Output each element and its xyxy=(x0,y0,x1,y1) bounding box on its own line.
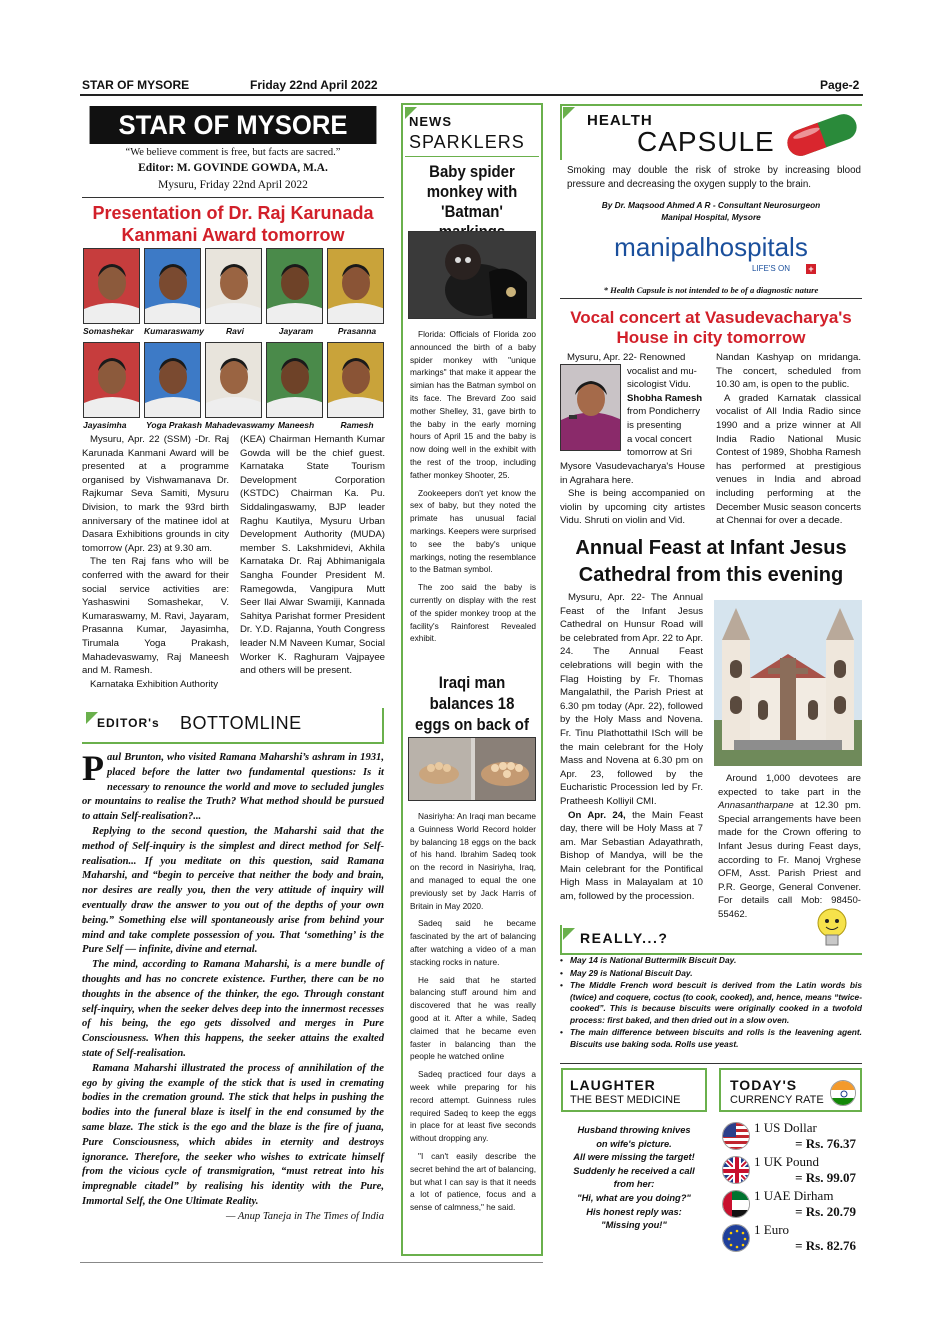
award-text-right xyxy=(240,433,385,678)
uk-flag-icon xyxy=(722,1156,750,1184)
concert-text-left xyxy=(560,460,705,528)
spider-monkey-photo xyxy=(408,231,536,319)
news-story-2 xyxy=(410,810,536,1220)
editorial-paragraph: The mind, according to Ramana Maharshi, is a mere bundle of thoughts and has no concrete existence. Further, there can be no thoughts in the absence of the thinker, the ego. Through constant self-inquiry, when the seeker delves deep into the innermost recesses of his being, the ego gets dissolved and merges in Pure Consciousness. When this happens, the seeker attains the exalted state of Self-realisation. xyxy=(82,959,384,1059)
joke-line: on wife's picture. xyxy=(596,1138,672,1149)
awardee-photo xyxy=(83,248,140,324)
currency-label-b: CURRENCY RATE xyxy=(730,1094,824,1106)
feast-text: at 12.30 pm. Special arrangements have been made for the Crown offering to Infant Jesus during Feast days, according to Fr. Manoj Vrghese OFM, Asst. Parish Priest and P.R. George, General Convener. For details call Mob: 98450-55462. xyxy=(718,800,861,920)
award-headline xyxy=(80,202,386,246)
awardee-name: Ravi xyxy=(226,326,244,336)
awardee-photo xyxy=(144,248,201,324)
award-paragraph: The ten Raj fans who will be conferred with the award for their social service activities are: Yashaswini Somashekar, V. Kumaraswamy, M. Ravi, Jayaram, Prasanna Kumar, Jayasimha, Tirumala Yoga Prakash, Mahadevaswamy, Raj Maneesh and M. Ramesh. xyxy=(82,556,229,677)
feast-term: Annasantharpane xyxy=(718,800,794,812)
awardee-name: Jayaram xyxy=(278,326,314,336)
joke-line: All were missing the target! xyxy=(573,1152,695,1163)
feast-text-right xyxy=(718,772,861,922)
feast-paragraph: Mysuru, Apr. 22- The Annual Feast of the Infant Jesus Cathedral on Hunsur Road will be celebrated from Apr. 22 to Apr. 24. The Annual Feast celebrations will begin with the Flag Hoisting by Fr. Thomas Mangalathil, the Parish Priest at 6.30 pm today (Apr. 22), followed by the Holy Mass and Novena. Fr. Tinu Plathottathil ISch will be the main celebrant for the Holy Mass and Novena at 6.30 pm on Apr. 23, followed by the Eucharistic Procession led by Fr. Pratheesh Kolliyil CMI. xyxy=(560,592,703,807)
award-headline-line1: Presentation of Dr. Raj Karunada xyxy=(92,203,374,223)
awardee-photo xyxy=(266,248,323,324)
really-item: • The Middle French word bescuit is derived from the Latin words bis (twice) and coquere, coctus (to cook, cooked), and, hence, means “twice-cooked”. This is because biscuits were originally cooked in a twofold process: first baked, and then dried out in a slow oven. xyxy=(560,980,862,1025)
editorial-paragraph: Replying to the second question, the Maharshi said that the method of Self-inquiry is the simplest and direct method for Self-realisation... If you meditate on this question, said Ramana Maharshi, and “begin to perceive that neither the body and brain, nor desires are really you, then the very attitude of inquiry will eventually draw the answer to you out of the depths of your own being.” Something else will spontaneously arise from behind your mind and take complete possession of you. That ‘something’ is the Pure Self — infinite, divine and eternal. xyxy=(82,825,384,956)
award-paragraph: Mysuru, Apr. 22 (SSM) -Dr. Raj Karunada Kanmani Award will be presented at a programme organised by Vishwamanava Dr. Rajkumar Seva Samiti, Mysuru Division, to mark the 93rd birth anniversary of the matinee idol at Dasara Exhibitions grounds in city tomorrow (Apr. 23) at 9.30 am. xyxy=(82,434,229,554)
masthead-logo: STAR OF MYSORE xyxy=(90,106,377,144)
awardee-name: Maneesh xyxy=(277,420,315,430)
eggs-photo xyxy=(408,737,536,801)
editorial-label: EDITOR's xyxy=(97,716,160,730)
feast-headline-1: Annual Feast at Infant Jesus xyxy=(575,537,847,559)
health-label: HEALTH xyxy=(587,112,653,129)
news-paragraph: Florida: Officials of Florida zoo announced the birth of a baby spider monkey with "unique markings" that make it appear the simian has the Batman symbol on its face. The Brevard Zoo said mother Shelley, 31, gave birth to the baby in the early morning hours of April 15 and the baby is now doing well in the exhibit with the rest of the troop, including father monkey Shooter, 25. xyxy=(410,329,536,480)
awardee-name: Yoga Prakash xyxy=(146,420,202,430)
joke xyxy=(561,1124,707,1233)
concert-line: from Pondicherry xyxy=(627,406,701,418)
uae-flag-icon xyxy=(722,1190,750,1218)
header-date: Friday 22nd April 2022 xyxy=(250,78,378,92)
news-paragraph: "I can't easily describe the secret behind the art of balancing, but what I can say is that it needs a lot of patience, focus and a sense of calmness," he said. xyxy=(410,1150,536,1213)
concert-text-right xyxy=(716,351,861,528)
joke-line: Husband throwing knives xyxy=(577,1125,691,1135)
awardee-name: Jayasimha xyxy=(83,420,127,430)
feast-paragraph xyxy=(560,809,703,904)
news-label-b: SPARKLERS xyxy=(409,132,525,152)
awardee-photo xyxy=(327,342,384,418)
joke-line: His honest reply was: xyxy=(586,1206,682,1217)
award-headline-line2: Kanmani Award tomorrow xyxy=(121,225,345,245)
editorial-paragraph: aul Brunton, who visited Ramana Maharshi’s ashram in 1931, placed before the latter two fundamental questions: Is it necessary to renounce the world and move to secluded jungles or mountains to realise the Truth? What method should be pursued to attain Self-realisation?... xyxy=(82,752,384,823)
manipal-tagline: LIFE'S ON xyxy=(752,264,790,273)
news-paragraph: Sadeq said he became fascinated by the art of balancing after watching a video of a man stacking rocks in nature. xyxy=(410,918,536,967)
awardee-photo xyxy=(327,248,384,324)
paper-name: STAR OF MYSORE xyxy=(82,78,190,92)
feast-date: On Apr. 24, xyxy=(568,809,626,821)
award-paragraph: Karnataka Exhibition Authority xyxy=(90,678,218,690)
us-flag-icon xyxy=(722,1122,750,1150)
cathedral-photo xyxy=(714,600,862,766)
awardee-name: Somashekar xyxy=(83,326,134,336)
footer-rule xyxy=(80,1262,543,1263)
concert-line: Shobha Ramesh xyxy=(627,392,703,404)
health-byline xyxy=(560,200,862,223)
health-label-b: CAPSULE xyxy=(637,126,775,157)
concert-line: a vocal concert xyxy=(627,433,692,445)
concert-intro xyxy=(567,351,705,460)
news-paragraph: The zoo said the baby is currently on display with the rest of the spider monkey troop at the facility's Rainforest Revealed exhibit. xyxy=(410,582,536,644)
news-paragraph: Sadeq practiced four days a week while preparing for his record attempt. Guinness rules required Sadeq to keep the eggs in place for at least five seconds without dropping any. xyxy=(410,1069,536,1144)
concert-headline xyxy=(556,308,866,348)
manipal-logo: manipalhospitals xyxy=(614,232,808,262)
currency-name: 1 UAE Dirham xyxy=(754,1188,834,1203)
currency-name: 1 US Dollar xyxy=(754,1120,817,1135)
really-item: • The main difference between biscuits and rolls is the leavening agent. Biscuits use baking soda. Rolls use yeast. xyxy=(560,1027,862,1049)
awardee-name: Ramesh xyxy=(340,420,374,430)
news-label: NEWS xyxy=(409,114,452,129)
feast-text: the Main Feast day, there will be Holy Mass at 7 am. Mar Sebastian Adayathrath, Bishop of Mandya, will be the Main celebrant for the Pontifical High Mass in Malayalam at 10 am, followed by the procession. xyxy=(560,809,704,903)
concert-line: vocalist and mu- xyxy=(627,365,697,377)
currency-value: = Rs. 20.79 xyxy=(795,1204,856,1219)
awardee-name: Prasanna xyxy=(337,326,377,336)
laughter-label: LAUGHTER xyxy=(570,1077,656,1093)
concert-line: is presenting xyxy=(627,419,682,431)
awardee-photo xyxy=(266,342,323,418)
joke-line: "Missing you!" xyxy=(601,1220,667,1231)
india-flag-icon xyxy=(830,1080,856,1106)
divider xyxy=(560,1063,862,1064)
editorial-body xyxy=(82,748,384,1225)
editor-line: Editor: M. GOVINDE GOWDA, M.A. xyxy=(138,162,328,174)
capsule-icon xyxy=(780,110,864,160)
laughter-label-b: THE BEST MEDICINE xyxy=(570,1094,681,1106)
joke-line: from her: xyxy=(613,1179,655,1190)
concert-paragraph: She is being accompanied on violin by upcoming city artistes Vidu. Shruti on violin and Vid. xyxy=(560,488,705,527)
news-headline-2: Iraqi man balances 18 eggs on back of xyxy=(415,673,529,734)
joke-line: Suddenly he received a call xyxy=(573,1165,695,1176)
concert-paragraph: Mysore Vasudevacharya's House in Agrahara here. xyxy=(560,461,705,486)
award-paragraph: (KEA) Chairman Hemanth Kumar Gowda will be the chief guest. Karnataka State Tourism Development Corporation (KSTDC) Chairman Ka. Pu. Siddalingaswamy, BJP leader Raghu Kautilya, Mysuru Urban Development Authority (MUDA) member S. Lakshmidevi, Akhila Karnataka Dr. Raj Abhimanigala Sangha Founder President M. Ramegowda, Vangipura Mutt Seer Ilai Alwar Swamiji, Kannada Sahitya Parishat former President Dr. Y.D. Rajanna, Youth Congress leader N.M Naveen Kumar, Social Worker K. Raghuram Vajpayee and others will be present. xyxy=(240,434,385,677)
editorial-credit: — Anup Taneja in The Times of India xyxy=(225,1210,384,1222)
concert-line: sicologist Vidu. xyxy=(627,379,691,391)
currency-value: = Rs. 82.76 xyxy=(795,1238,856,1253)
motto: “We believe comment is free, but facts are sacred.” xyxy=(125,147,341,158)
concert-line: Mysuru, Apr. 22- Renowned xyxy=(567,352,686,363)
really-item: • May 14 is National Buttermilk Biscuit Day. xyxy=(560,955,737,965)
currency-value: = Rs. 76.37 xyxy=(795,1136,856,1151)
news-story-1 xyxy=(410,328,536,651)
feast-headline-2: Cathedral from this evening xyxy=(578,564,844,586)
health-byline-2: Manipal Hospital, Mysore xyxy=(661,211,761,222)
awardee-photo xyxy=(83,342,140,418)
currency-name: 1 Euro xyxy=(754,1222,790,1237)
divider xyxy=(405,156,539,157)
editorial-paragraph: Ramana Maharshi illustrated the process of annihilation of the ego by giving the example of the stick that is used in cremating bodies in the cremation ground. The stick that helps in pushing the bodies into the funeral blaze is itself in the end consumed by the same blaze. The stick is the ego and the blaze is the fire of juana, Pure Consciousness, which abides in eternity and destroys ignorance. Therefore, the seeker who wishes to extricate himself from the vicious cycle of transmigration, “must retreat into his impregnable citadel” by realising his identity with the Pure, Immortal Self, the One Ultimate Reality. xyxy=(82,1062,384,1207)
really-list xyxy=(560,955,862,1051)
eu-flag-icon xyxy=(722,1224,750,1252)
health-byline-1: By Dr. Maqsood Ahmed A R - Consultant Neurosurgeon xyxy=(601,200,821,210)
news-paragraph: He said that he started balancing stuff around him and discovered that he was really good at it. After a while, Sadeq claimed that he became even faster in balancing than the people he watched online xyxy=(410,974,536,1062)
really-item: • May 29 is National Biscuit Day. xyxy=(560,967,693,978)
page-number: Page-2 xyxy=(820,78,860,92)
concert-paragraph: A graded Karnatak classical vocalist of All India Radio since 1990 and a prize winner at All India Radio National Music Contest of 1989, Shobha Ramesh has performed at prestigious venues in India and abroad including performing at the December Music season concerts at Chennai for over a decade. xyxy=(716,392,861,527)
dateline: Mysuru, Friday 22nd April 2022 xyxy=(158,179,308,191)
concert-line: tomorrow at Sri xyxy=(627,447,693,459)
header-rule xyxy=(80,94,863,96)
awardee-photo xyxy=(205,342,262,418)
really-label: REALLY...? xyxy=(580,930,669,946)
drop-cap: P xyxy=(82,748,104,788)
award-text-left xyxy=(82,433,229,691)
currency-value: = Rs. 99.07 xyxy=(795,1170,856,1185)
news-headline-1: Baby spider monkey with 'Batman' xyxy=(426,162,518,221)
concert-headline-2: House in city tomorrow xyxy=(616,328,806,347)
editorial-label-b: BOTTOMLINE xyxy=(180,713,302,733)
health-disclaimer: * Health Capsule is not intended to be of a diagnostic nature xyxy=(603,285,819,295)
singer-photo xyxy=(560,364,621,451)
plus-icon: + xyxy=(806,264,816,274)
news-paragraph: Zookeepers don't yet know the sex of baby, but they noted the primate has unusual facial markings. Keepers were surprised to see the baby's unique markings, noting the resemblance to the Batman symbol. xyxy=(410,487,536,575)
divider xyxy=(560,298,862,299)
awardee-photo xyxy=(144,342,201,418)
feast-headline xyxy=(556,535,866,589)
concert-headline-1: Vocal concert at Vasudevacharya's xyxy=(570,308,852,327)
news-paragraph: Nasiriyha: An Iraqi man became a Guinness World Record holder by balancing 18 eggs on the back of his hand. Ibrahim Sadeq took on the record in Nasiriyha, Iraq, and managed to equal the one previously set by Jack Harris of Britain in May 2020. xyxy=(410,811,536,911)
awardee-name: Mahadevaswamy xyxy=(205,420,275,430)
feast-text-left xyxy=(560,591,703,904)
currency-name: 1 UK Pound xyxy=(754,1154,820,1169)
concert-paragraph: Nandan Kashyap on mridanga. The concert, scheduled from 10.30 am, is open to the public. xyxy=(716,352,861,391)
joke-line: "Hi, what are you doing?" xyxy=(577,1192,691,1203)
divider xyxy=(82,197,384,198)
health-text: Smoking may double the risk of stroke by increasing blood pressure and decreasing the oxygen supply to the brain. xyxy=(567,165,861,190)
feast-text: Around 1,000 devotees are expected to take part in the xyxy=(718,773,861,798)
awardee-name: Kumaraswamy xyxy=(144,326,205,336)
currency-label: TODAY'S xyxy=(730,1077,798,1093)
awardee-photo xyxy=(205,248,262,324)
